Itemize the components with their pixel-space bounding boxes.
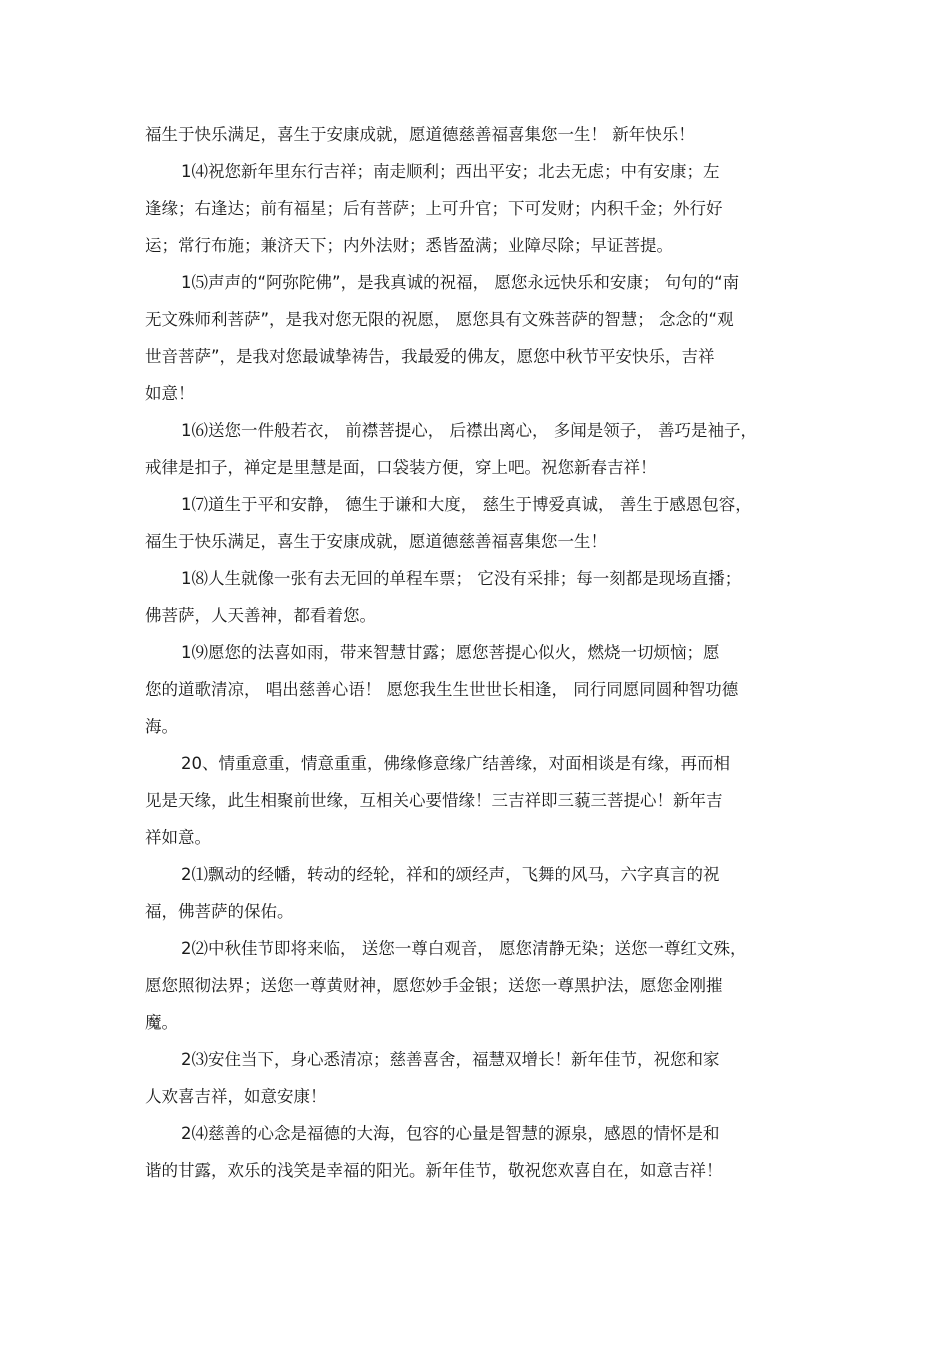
text-line: 见是天缘，此生相聚前世缘，互相关心要惜缘！三吉祥即三藐三菩提心！新年吉 xyxy=(145,791,723,810)
text-line: 逢缘；右逢达；前有福星；后有菩萨；上可升官；下可发财；内积千金；外行好 xyxy=(145,199,723,218)
text-line: 世音菩萨”，是我对您最诚挚祷告，我最爱的佛友，愿您中秋节平安快乐，吉祥 xyxy=(145,347,715,366)
paragraph xyxy=(145,1115,805,1189)
text-line: 1⑺道生于平和安静， 德生于谦和大度， 慈生于博爱真诚， 善生于感恩包容， xyxy=(181,495,752,514)
text-line: 福生于快乐满足，喜生于安康成就，愿道德慈善福喜集您一生！ 新年快乐！ xyxy=(145,125,695,144)
text-line: 愿您照彻法界；送您一尊黄财神，愿您妙手金银；送您一尊黑护法，愿您金刚摧 xyxy=(145,976,723,995)
paragraph xyxy=(145,116,805,153)
text-line: 谐的甘露，欢乐的浅笑是幸福的阳光。新年佳节，敬祝您欢喜自在，如意吉祥！ xyxy=(145,1161,723,1180)
text-line: 1⑹送您一件般若衣， 前襟菩提心， 后襟出离心， 多闻是领子， 善巧是袖子， xyxy=(181,421,757,440)
text-line: 福，佛菩萨的保佑。 xyxy=(145,902,294,921)
text-line: 2⑷慈善的心念是福德的大海，包容的心量是智慧的源泉，感恩的情怀是和 xyxy=(181,1124,720,1143)
text-line: 佛菩萨，人天善神，都看着您。 xyxy=(145,606,376,625)
paragraph xyxy=(145,634,805,745)
text-line: 1⑻人生就像一张有去无回的单程车票； 它没有采排；每一刻都是现场直播； xyxy=(181,569,742,588)
text-line: 2⑵中秋佳节即将来临， 送您一尊白观音， 愿您清静无染；送您一尊红文殊， xyxy=(181,939,747,958)
paragraph xyxy=(145,153,805,264)
text-line: 无文殊师利菩萨”，是我对您无限的祝愿， 愿您具有文殊菩萨的智慧； 念念的“观 xyxy=(145,310,734,329)
text-line: 20、情重意重，情意重重，佛缘修意缘广结善缘，对面相谈是有缘，再而相 xyxy=(181,754,730,773)
paragraph xyxy=(145,264,805,412)
text-line: 戒律是扣子，禅定是里慧是面，口袋装方便，穿上吧。祝您新春吉祥！ xyxy=(145,458,657,477)
text-line: 魔。 xyxy=(145,1013,178,1032)
document-body xyxy=(145,116,805,1189)
text-line: 1⑸声声的“阿弥陀佛”，是我真诚的祝福， 愿您永远快乐和安康； 句句的“南 xyxy=(181,273,740,292)
text-line: 2⑴飘动的经幡，转动的经轮，祥和的颂经声，飞舞的风马，六字真言的祝 xyxy=(181,865,720,884)
text-line: 2⑶安住当下，身心悉清凉；慈善喜舍，福慧双增长！新年佳节，祝您和家 xyxy=(181,1050,720,1069)
paragraph xyxy=(145,745,805,856)
text-line: 运；常行布施；兼济天下；内外法财；悉皆盈满；业障尽除；早证菩提。 xyxy=(145,236,673,255)
paragraph xyxy=(145,930,805,1041)
text-line: 1⑷祝您新年里东行吉祥；南走顺利；西出平安；北去无虑；中有安康；左 xyxy=(181,162,720,181)
text-line: 海。 xyxy=(145,717,178,736)
paragraph xyxy=(145,1041,805,1115)
paragraph xyxy=(145,412,805,486)
text-line: 祥如意。 xyxy=(145,828,211,847)
paragraph xyxy=(145,856,805,930)
text-line: 您的道歌清凉， 唱出慈善心语！ 愿您我生生世世长相逢， 同行同愿同圆种智功德 xyxy=(145,680,739,699)
text-line: 人欢喜吉祥，如意安康！ xyxy=(145,1087,327,1106)
text-line: 1⑼愿您的法喜如雨，带来智慧甘露；愿您菩提心似火，燃烧一切烦恼；愿 xyxy=(181,643,720,662)
text-line: 福生于快乐满足，喜生于安康成就，愿道德慈善福喜集您一生！ xyxy=(145,532,607,551)
paragraph xyxy=(145,486,805,560)
paragraph xyxy=(145,560,805,634)
text-line: 如意！ xyxy=(145,384,195,403)
